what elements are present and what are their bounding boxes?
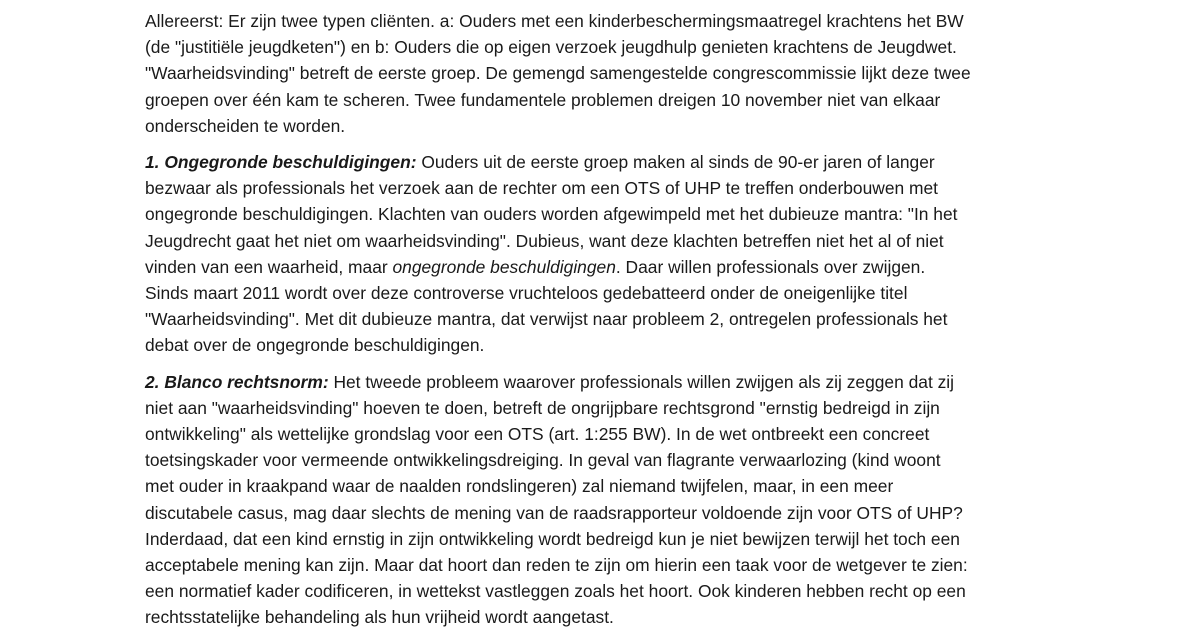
text-line: acceptabele mening kan zijn. Maar dat hoort dan reden te zijn om hierin een taak voor de wetgever te zien:	[145, 555, 968, 576]
text-line: "Waarheidsvinding" betreft de eerste groep. De gemengd samengestelde congrescommissie lijkt deze twee	[145, 63, 971, 84]
text-line: een normatief kader codificeren, in wettekst vastleggen zoals het hoort. Ook kinderen hebben recht op een	[145, 581, 966, 602]
text-line: Sinds maart 2011 wordt over deze controverse vruchteloos gedebatteerd onder de oneigenlijke titel	[145, 283, 908, 304]
text-line: discutabele casus, mag daar slechts de mening van de raadsrapporteur voldoende zijn voor OTS of UHP?	[145, 502, 963, 523]
paragraph-ongegronde-beschuldigingen	[145, 149, 1065, 359]
text-line: (de "justitiële jeugdketen") en b: Ouders die op eigen verzoek jeugdhulp genieten krachtens de Jeugdwet.	[145, 37, 957, 58]
text-line: Jeugdrecht gaat het niet om waarheidsvinding". Dubieus, want deze klachten betreffen niet het al of niet	[145, 230, 944, 251]
text-run: Het tweede probleem waarover professionals willen zwijgen als zij zeggen dat zij	[328, 371, 955, 392]
text-line: ongegronde beschuldigingen. Klachten van ouders worden afgewimpeld met het dubieuze mantra: "In het	[145, 204, 958, 225]
text-line: bezwaar als professionals het verzoek aan de rechter om een OTS of UHP te treffen onderbouwen met	[145, 178, 938, 199]
text-line: rechtsstatelijke behandeling als hun vrijheid wordt aangetast.	[145, 607, 614, 628]
section-heading: 2. Blanco rechtsnorm:	[145, 371, 329, 392]
text-line: toetsingskader voor vermeende ontwikkelingsdreiging. In geval van flagrante verwaarlozing (kind woont	[145, 450, 941, 471]
text-line: onderscheiden te worden.	[145, 115, 346, 136]
text-line: debat over de ongegronde beschuldigingen.	[145, 335, 485, 356]
text-line: "Waarheidsvinding". Met dit dubieuze mantra, dat verwijst naar probleem 2, ontregelen professionals het	[145, 309, 948, 330]
text-line: met ouder in kraakpand waar de naalden rondslingeren) zal niemand twijfelen, maar, in een meer	[145, 476, 894, 497]
text-line: ontwikkeling" als wettelijke grondslag voor een OTS (art. 1:255 BW). In de wet ontbreekt een concreet	[145, 424, 930, 445]
section-heading: 1. Ongegronde beschuldigingen:	[145, 152, 417, 173]
text-run: vinden van een waarheid, maar	[145, 256, 393, 277]
text-line	[145, 149, 1065, 175]
text-line	[145, 254, 1065, 280]
paragraph-blanco-rechtsnorm	[145, 369, 1065, 631]
italic-emphasis: ongegronde beschuldigingen	[392, 256, 616, 277]
text-line: Inderdaad, dat een kind ernstig in zijn ontwikkeling wordt bedreigd kun je niet bewijzen terwijl het toch een	[145, 528, 960, 549]
text-run: Ouders uit de eerste groep maken al sinds de 90-er jaren of langer	[416, 152, 935, 173]
text-run: . Daar willen professionals over zwijgen.	[615, 256, 926, 277]
text-line: Allereerst: Er zijn twee typen cliënten. a: Ouders met een kinderbeschermingsmaatregel krachtens het BW	[145, 11, 964, 31]
text-line	[145, 369, 1065, 395]
paragraph-intro	[145, 8, 1065, 139]
text-line: groepen over één kam te scheren. Twee fundamentele problemen dreigen 10 november niet van elkaar	[145, 89, 941, 110]
document-body	[145, 8, 1065, 641]
text-line: niet aan "waarheidsvinding" hoeven te doen, betreft de ongrijpbare rechtsgrond "ernstig bedreigd in zijn	[145, 397, 940, 418]
